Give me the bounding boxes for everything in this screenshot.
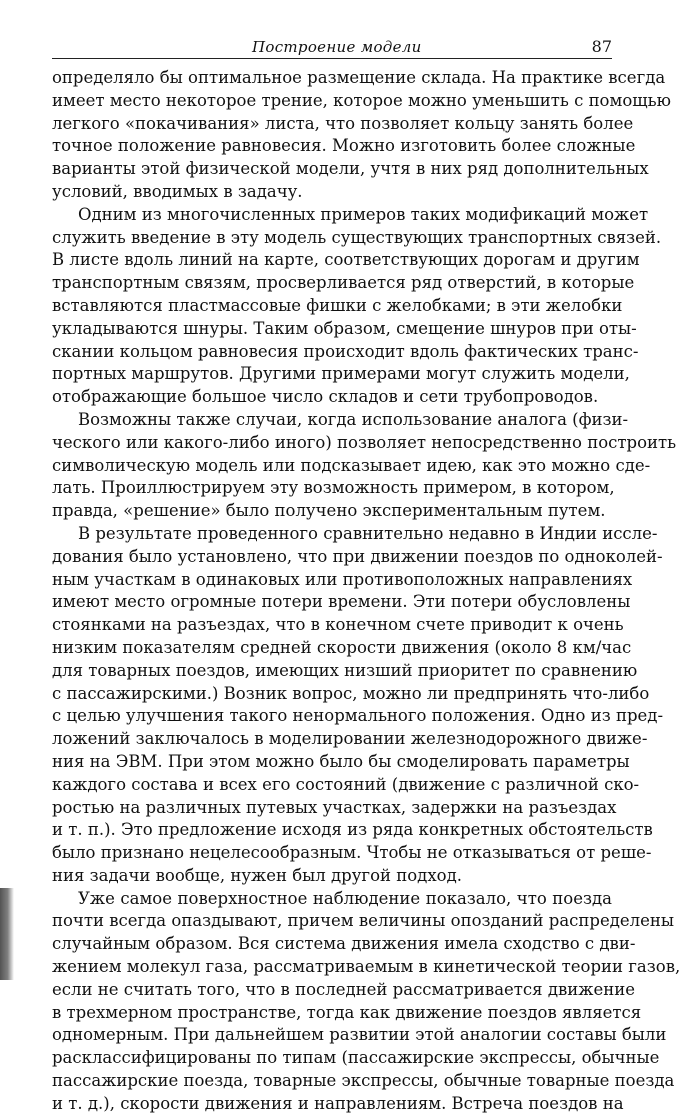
page-number: 87: [591, 37, 612, 56]
text-line: символическую модель или подсказывает идею, как это можно сде-: [52, 455, 651, 475]
body-text: [52, 67, 680, 1116]
text-line: ческого или какого-либо иного) позволяет непосредственно построить: [52, 432, 677, 452]
text-line: имеет место некоторое трение, которое можно уменьшить с помощью: [52, 90, 671, 110]
text-line: вставляются пластмассовые фишки с желобками; в эти желобки: [52, 295, 623, 315]
text-line: имеют место огромные потери времени. Эти потери обусловлены: [52, 592, 631, 612]
paragraph: [52, 204, 662, 409]
text-line: условий, вводимых в задачу.: [52, 181, 303, 201]
text-line: варианты этой физической модели, учтя в них ряд дополнительных: [52, 159, 649, 179]
text-line: низким показателям средней скорости движения (около 8 км/час: [52, 637, 632, 657]
paragraph: [52, 409, 677, 523]
text-line: легкого «покачивания» листа, что позволяет кольцу занять более: [52, 113, 634, 133]
text-line: ным участкам в одинаковых или противоположных направлениях: [52, 569, 633, 589]
text-line: и т. д.), скорости движения и направлениям. Встреча поездов на: [52, 1093, 624, 1113]
text-line: В результате проведенного сравнительно недавно в Индии иссле-: [78, 523, 658, 543]
text-line: ложений заключалось в моделировании железнодорожного движе-: [52, 729, 648, 749]
text-line: с пассажирскими.) Возник вопрос, можно ли предпринять что-либо: [52, 683, 650, 703]
paragraph: [52, 67, 671, 204]
text-line: служить введение в эту модель существующих транспортных связей.: [52, 227, 662, 247]
text-line: ния задачи вообще, нужен был другой подход.: [52, 865, 462, 885]
text-line: было признано нецелесообразным. Чтобы не отказываться от реше-: [52, 843, 652, 863]
running-title: Построение модели: [252, 38, 422, 56]
text-line: одномерным. При дальнейшем развитии этой аналогии составы были: [52, 1025, 667, 1045]
text-line: расклассифицированы по типам (пассажирские экспрессы, обычные: [52, 1048, 660, 1068]
text-line: дования было установлено, что при движении поездов по одноколей-: [52, 546, 663, 566]
text-line: укладываются шнуры. Таким образом, смещение шнуров при оты-: [52, 318, 637, 338]
text-line: правда, «решение» было получено экспериментальным путем.: [52, 501, 606, 521]
paragraph: [52, 888, 680, 1116]
text-line: каждого состава и всех его состояний (движение с различной ско-: [52, 774, 640, 794]
text-line: скании кольцом равновесия происходит вдоль фактических транс-: [52, 341, 639, 361]
text-line: точное положение равновесия. Можно изготовить более сложные: [52, 136, 636, 156]
text-line: почти всегда опаздывают, причем величины опозданий распределены: [52, 911, 675, 931]
text-line: жением молекул газа, рассматриваемым в кинетической теории газов,: [52, 957, 680, 977]
text-line: ния на ЭВМ. При этом можно было бы смоделировать параметры: [52, 751, 630, 771]
text-line: отображающие большое число складов и сети трубопроводов.: [52, 387, 599, 407]
book-page: [52, 36, 680, 1116]
text-line: случайным образом. Вся система движения имела сходство с дви-: [52, 934, 636, 954]
running-header: [52, 36, 612, 59]
text-line: В листе вдоль линий на карте, соответствующих дорогам и другим: [52, 250, 640, 270]
text-line: Одним из многочисленных примеров таких модификаций может: [78, 204, 649, 224]
text-line: ростью на различных путевых участках, задержки на разъездах: [52, 797, 617, 817]
text-line: с целью улучшения такого ненормального положения. Одно из пред-: [52, 706, 664, 726]
paragraph: [52, 523, 664, 888]
text-line: Уже самое поверхностное наблюдение показало, что поезда: [78, 888, 612, 908]
text-line: и т. п.). Это предложение исходя из ряда конкретных обстоятельств: [52, 820, 653, 840]
text-line: пассажирские поезда, товарные экспрессы, обычные товарные поезда: [52, 1071, 675, 1091]
scan-edge-shadow: [0, 888, 14, 980]
text-line: лать. Проиллюстрируем эту возможность примером, в котором,: [52, 478, 615, 498]
text-line: в трехмерном пространстве, тогда как движение поездов является: [52, 1002, 642, 1022]
text-line: транспортным связям, просверливается ряд отверстий, в которые: [52, 273, 635, 293]
text-line: определяло бы оптимальное размещение склада. На практике всегда: [52, 68, 666, 87]
text-line: стоянками на разъездах, что в конечном счете приводит к очень: [52, 615, 624, 635]
text-line: Возможны также случаи, когда использование аналога (физи-: [78, 409, 629, 429]
text-line: портных маршрутов. Другими примерами могут служить модели,: [52, 364, 630, 384]
text-line: для товарных поездов, имеющих низший приоритет по сравнению: [52, 660, 638, 680]
text-line: если не считать того, что в последней рассматривается движение: [52, 979, 635, 999]
